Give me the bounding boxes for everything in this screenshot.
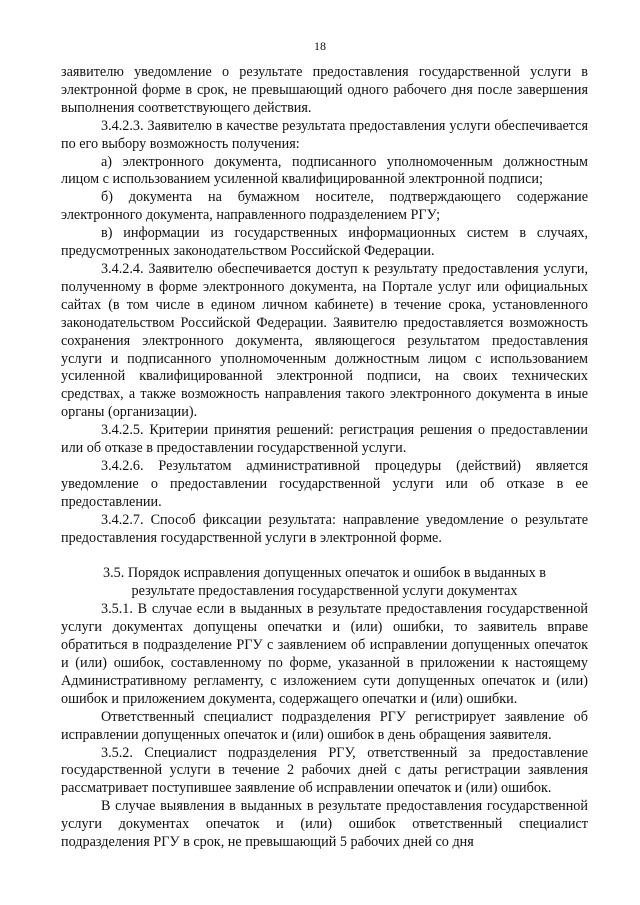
list-item-a: а) электронного документа, подписанного уполномоченным должностным лицом с использованием усиленной квалифицированной электронной подписи;: [61, 153, 588, 188]
paragraph-3-4-2-6: 3.4.2.6. Результатом административной процедуры (действий) является уведомление о предоставлении государственной услуги или об отказе в ее предоставлении.: [61, 457, 588, 510]
paragraph-3-4-2-4: 3.4.2.4. Заявителю обеспечивается доступ к результату предоставления услуги, полученному в форме электронного документа, на Портале услуг или официальных сайтах (в том числе в едином личном кабинете) в течение срока, установленного законодательством Российской Федерации. Заявителю предоставляется возможность сохранения электронного документа, являющегося результатом предоставления услуги и подписанного уполномоченным должностным лицом с использованием усиленной квалифицированной электронной подписи, на своих технических средствах, а также возможность направления такого электронного документа в иные органы (организации).: [61, 260, 588, 421]
page-number: 18: [314, 39, 326, 53]
paragraph-3-4-2-3: 3.4.2.3. Заявителю в качестве результата предоставления услуги обеспечивается по его выбору возможность получения:: [61, 117, 588, 152]
section-heading-3-5: 3.5. Порядок исправления допущенных опечаток и ошибок в выданных в результате предоставления государственной услуги документах: [103, 565, 546, 600]
paragraph-detection: В случае выявления в выданных в результате предоставления государственной услуги документах опечаток и (или) ошибок ответственный специалист подразделения РГУ в срок, не превышающий 5 рабочих дней со дня: [61, 798, 588, 851]
document-body: [61, 64, 588, 852]
paragraph-3-4-2-7: 3.4.2.7. Способ фиксации результата: направление уведомление о результате предоставления государственной услуги в электронной форме.: [61, 511, 588, 546]
paragraph-registration: Ответственный специалист подразделения РГУ регистрирует заявление об исправлении допущенных опечаток и (или) ошибок в день обращения заявителя.: [61, 708, 588, 743]
list-item-v: в) информации из государственных информационных систем в случаях, предусмотренных законодательством Российской Федерации.: [61, 225, 588, 260]
paragraph-continuation: заявителю уведомление о результате предоставления государственной услуги в электронной форме в срок, не превышающий одного рабочего дня после завершения выполнения соответствующего действия.: [61, 64, 588, 116]
paragraph-3-5-2: 3.5.2. Специалист подразделения РГУ, ответственный за предоставление государственной услуги в течение 2 рабочих дней с даты регистрации заявления рассматривает поступившее заявление об исправлении опечаток и (или) ошибок.: [61, 744, 588, 797]
paragraph-3-4-2-5: 3.4.2.5. Критерии принятия решений: регистрация решения о предоставлении или об отказе в предоставлении государственной услуги.: [61, 422, 588, 457]
list-item-b: б) документа на бумажном носителе, подтверждающего содержание электронного документа, направленного подразделением РГУ;: [61, 189, 588, 224]
paragraph-3-5-1: 3.5.1. В случае если в выданных в результате предоставления государственной услуги документах допущены опечатки и (или) ошибки, то заявитель вправе обратиться в подразделение РГУ с заявлением об исправлении допущенных опечаток и (или) ошибок, составленному по форме, указанной в приложении к настоящему Административному регламенту, с изложением сути допущенных опечаток и (или) ошибок и приложением документа, содержащего опечатки и (или) ошибки.: [61, 601, 588, 707]
